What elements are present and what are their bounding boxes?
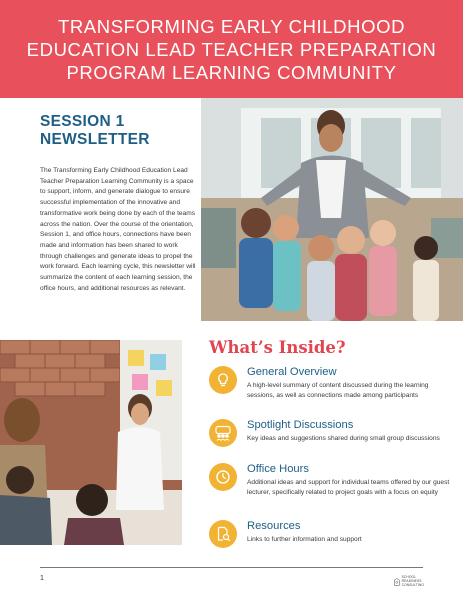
school-readiness-logo — [394, 572, 424, 592]
session-title-line-2: NEWSLETTER — [40, 131, 150, 148]
banner-title-line-3: PROGRAM LEARNING COMMUNITY — [66, 61, 397, 83]
session-title-line-1: SESSION 1 — [40, 113, 125, 130]
header-banner — [0, 0, 463, 98]
logo-line-2: READINESS — [401, 579, 422, 584]
inside-item-desc: Key ideas and suggestions shared during small group discussions — [247, 435, 440, 442]
logo-mark-icon — [394, 576, 400, 588]
intro-paragraph: The Transforming Early Childhood Education Lead Teacher Preparation Learning Community is a space to support, inform, and generate dialogue to ensure successful implementation of the innovative and transformative work being done by each of the teams across the nation. Over the course of the orientation, Session 1, and office hours, connections have been made and information has been shared to work through challenges and generate ideas to propel the work forward. Each learning cycle, this newsletter will summarize the content of each learning session, the office hours, and additional resources as relevant. — [40, 167, 196, 292]
page-number: 1 — [40, 575, 44, 582]
footer-divider — [40, 567, 423, 568]
inside-item-desc: A high-level summary of content discussed during the learning sessions, as well as connections made among participants — [247, 382, 429, 400]
inside-item-title: General Overview — [247, 366, 337, 378]
adults-meeting-photo — [0, 340, 182, 545]
discussion-icon — [209, 419, 237, 447]
inside-item-title: Spotlight Discussions — [247, 419, 354, 431]
teacher-children-photo — [201, 98, 463, 321]
logo-line-3: CONSULTING — [401, 582, 424, 587]
inside-item-title: Office Hours — [247, 463, 309, 475]
inside-item-desc: Additional ideas and support for individual teams offered by our guest lecturer, specifically related to project goals with a focus on equity — [247, 479, 450, 497]
inside-item-title: Resources — [247, 520, 301, 532]
inside-item-desc: Links to further information and support — [247, 536, 362, 543]
whats-inside-title: What’s Inside? — [209, 338, 346, 357]
banner-title-line-2: EDUCATION LEAD TEACHER PREPARATION — [26, 38, 437, 60]
logo-text — [402, 576, 424, 587]
clock-icon — [209, 463, 237, 491]
document-search-icon — [209, 520, 237, 548]
session-title — [40, 113, 190, 149]
lightbulb-icon — [209, 366, 237, 394]
logo-line-1: SCHOOL — [401, 575, 417, 580]
banner-title-line-1: TRANSFORMING EARLY CHILDHOOD — [57, 15, 406, 37]
